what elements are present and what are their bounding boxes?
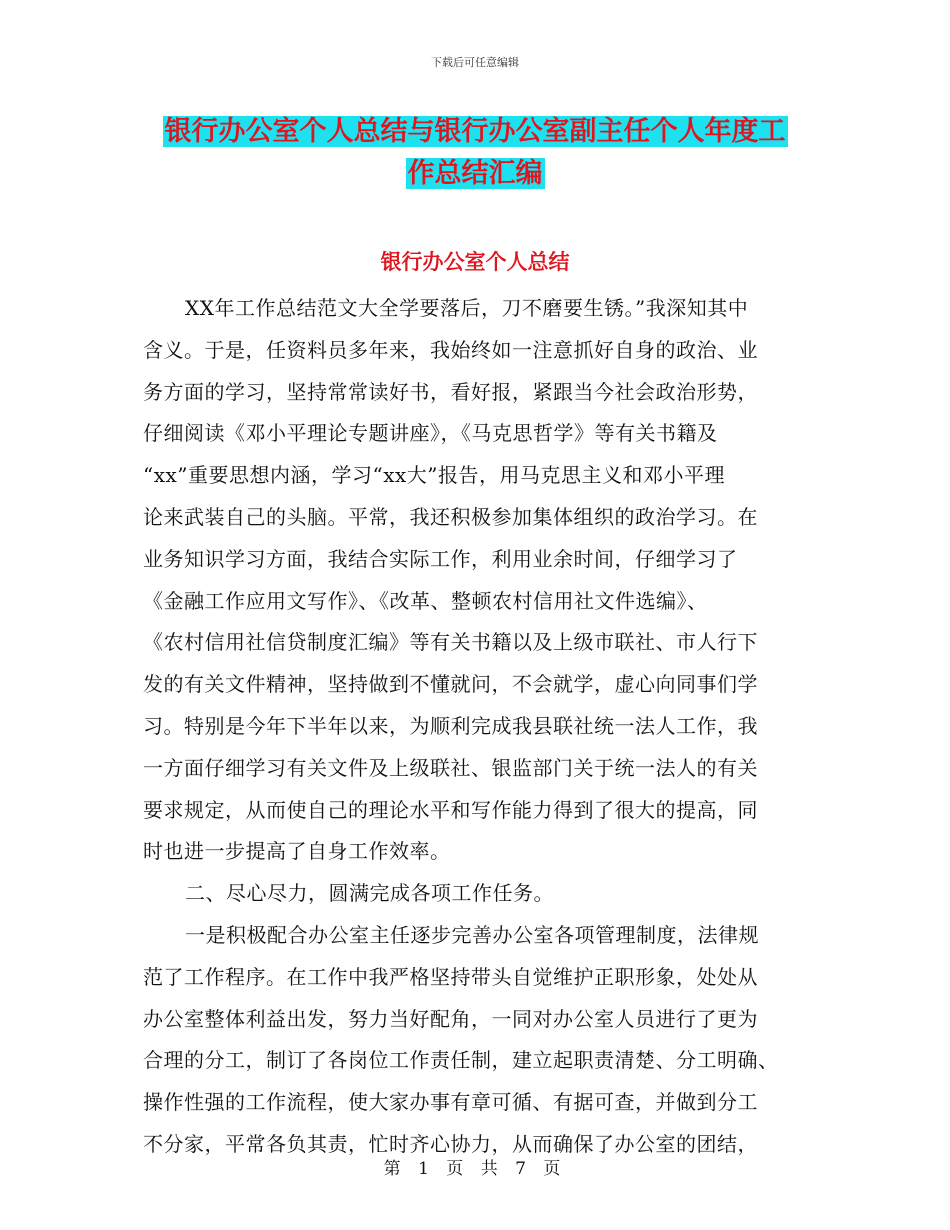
paragraph-line: 习。特别是今年下半年以来，为顺利完成我县联社统一法人工作，我 xyxy=(143,713,758,738)
paragraph-line: 合理的分工，制订了各岗位工作责任制，建立起职责清楚、分工明确、 xyxy=(143,1048,779,1073)
paragraph-line: 一方面仔细学习有关文件及上级联社、银监部门关于统一法人的有关 xyxy=(143,755,758,780)
paragraph-line: 《金融工作应用文写作》、《改革、整顿农村信用社文件选编》、 xyxy=(143,588,708,613)
paragraph-line: 发的有关文件精神，坚持做到不懂就问，不会就学，虚心向同事们学 xyxy=(143,672,758,697)
paragraph-line: 不分家，平常各负其责，忙时齐心协力，从而确保了办公室的团结， xyxy=(143,1131,758,1156)
document-title-line-2: 作总结汇编 xyxy=(407,158,543,189)
paragraph-line: 时也进一步提高了自身工作效率。 xyxy=(143,839,451,864)
paragraph-line: 仔细阅读《邓小平理论专题讲座》，《马克思哲学》等有关书籍及 xyxy=(143,421,718,446)
paragraph-line: 办公室整体利益出发，努力当好配角，一同对办公室人员进行了更为 xyxy=(143,1006,758,1031)
document-title-line-1: 银行办公室个人总结与银行办公室副主任个人年度工 xyxy=(164,116,786,147)
paragraph-line: 范了工作程序。在工作中我严格坚持带头自觉维护正职形象，处处从 xyxy=(143,964,758,989)
paragraph-line: 业务知识学习方面，我结合实际工作，利用业余时间，仔细学习了 xyxy=(143,546,738,571)
paragraph-line: 一是积极配合办公室主任逐步完善办公室各项管理制度，法律规 xyxy=(185,922,759,947)
paragraph-line: 论来武装自己的头脑。平常，我还积极参加集体组织的政治学习。在 xyxy=(143,504,758,529)
paragraph-line: 二、尽心尽力，圆满完成各项工作任务。 xyxy=(185,881,554,906)
paragraph-line: 务方面的学习，坚持常常读好书，看好报，紧跟当今社会政治形势， xyxy=(143,379,758,404)
paragraph-line: “xx”重要思想内涵，学习“xx大”报告，用马克思主义和邓小平理 xyxy=(143,463,726,488)
page-number-footer: 第 1 页 共 7 页 xyxy=(383,1159,567,1179)
paragraph-line: XX年工作总结范文大全学要落后，刀不磨要生锈。”我深知其中 xyxy=(185,296,749,320)
paragraph-line: 要求规定，从而使自己的理论水平和写作能力得到了很大的提高，同 xyxy=(143,797,758,822)
section-heading: 银行办公室个人总结 xyxy=(380,250,570,274)
paragraph-line: 《农村信用社信贷制度汇编》等有关书籍以及上级市联社、市人行下 xyxy=(143,630,758,655)
paragraph-line: 操作性强的工作流程，使大家办事有章可循、有据可查，并做到分工 xyxy=(143,1090,758,1115)
paragraph-line: 含义。于是，任资料员多年来，我始终如一注意抓好自身的政治、业 xyxy=(143,337,758,362)
body-text xyxy=(143,288,811,1166)
header-note: 下载后可任意编辑 xyxy=(431,56,519,69)
